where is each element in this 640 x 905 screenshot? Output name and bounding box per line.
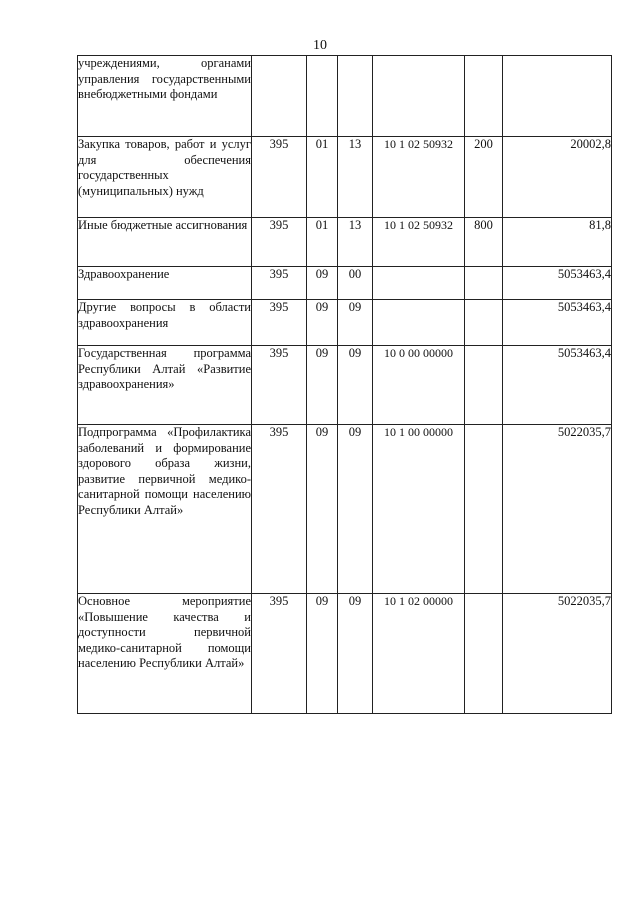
section-code — [307, 56, 338, 137]
amount: 5053463,4 — [503, 300, 612, 346]
target-article-code — [373, 267, 465, 300]
table-row — [78, 267, 612, 300]
ministry-code: 395 — [252, 137, 307, 218]
section-code: 09 — [307, 594, 338, 714]
section-code: 09 — [307, 300, 338, 346]
amount: 20002,8 — [503, 137, 612, 218]
section-code: 09 — [307, 267, 338, 300]
target-article-code: 10 1 02 50932 — [373, 218, 465, 267]
ministry-code: 395 — [252, 218, 307, 267]
ministry-code: 395 — [252, 594, 307, 714]
amount: 5053463,4 — [503, 346, 612, 425]
target-article-code — [373, 300, 465, 346]
subsection-code — [338, 56, 373, 137]
table-row — [78, 425, 612, 594]
table-row — [78, 300, 612, 346]
table-row — [78, 594, 612, 714]
row-name: Иные бюджетные ассигнования — [78, 218, 252, 267]
amount: 5022035,7 — [503, 594, 612, 714]
amount: 5022035,7 — [503, 425, 612, 594]
ministry-code: 395 — [252, 300, 307, 346]
section-code: 09 — [307, 425, 338, 594]
expense-type-code — [465, 594, 503, 714]
subsection-code: 13 — [338, 137, 373, 218]
subsection-code: 09 — [338, 425, 373, 594]
expense-type-code — [465, 300, 503, 346]
row-name: Подпрограмма «Профилактика заболеваний и формирование здорового образа жизни, развитие первичной медико-санитарной помощи населению Республики Алтай» — [78, 425, 252, 594]
amount — [503, 56, 612, 137]
budget-table — [77, 55, 612, 714]
ministry-code — [252, 56, 307, 137]
amount: 81,8 — [503, 218, 612, 267]
target-article-code: 10 1 02 00000 — [373, 594, 465, 714]
ministry-code: 395 — [252, 346, 307, 425]
expense-type-code — [465, 425, 503, 594]
amount: 5053463,4 — [503, 267, 612, 300]
target-article-code: 10 1 00 00000 — [373, 425, 465, 594]
subsection-code: 09 — [338, 594, 373, 714]
subsection-code: 13 — [338, 218, 373, 267]
subsection-code: 09 — [338, 300, 373, 346]
subsection-code: 09 — [338, 346, 373, 425]
row-name: Закупка товаров, работ и услуг для обеспечения государственных (муниципальных) нужд — [78, 137, 252, 218]
row-name: Другие вопросы в области здравоохранения — [78, 300, 252, 346]
page-number: 10 — [313, 38, 327, 53]
subsection-code: 00 — [338, 267, 373, 300]
table-row — [78, 137, 612, 218]
expense-type-code: 800 — [465, 218, 503, 267]
row-name: Основное мероприятие «Повышение качества и доступности первичной медико-санитарной помощи населению Республики Алтай» — [78, 594, 252, 714]
target-article-code — [373, 56, 465, 137]
expense-type-code — [465, 267, 503, 300]
expense-type-code: 200 — [465, 137, 503, 218]
target-article-code: 10 1 02 50932 — [373, 137, 465, 218]
section-code: 01 — [307, 137, 338, 218]
expense-type-code — [465, 56, 503, 137]
ministry-code: 395 — [252, 267, 307, 300]
section-code: 09 — [307, 346, 338, 425]
target-article-code: 10 0 00 00000 — [373, 346, 465, 425]
table-row — [78, 346, 612, 425]
ministry-code: 395 — [252, 425, 307, 594]
row-name: Государственная программа Республики Алтай «Развитие здравоохранения» — [78, 346, 252, 425]
row-name: Здравоохранение — [78, 267, 252, 300]
section-code: 01 — [307, 218, 338, 267]
table-row — [78, 218, 612, 267]
table-row — [78, 56, 612, 137]
row-name: учреждениями, органами управления государственными внебюджетными фондами — [78, 56, 252, 137]
expense-type-code — [465, 346, 503, 425]
